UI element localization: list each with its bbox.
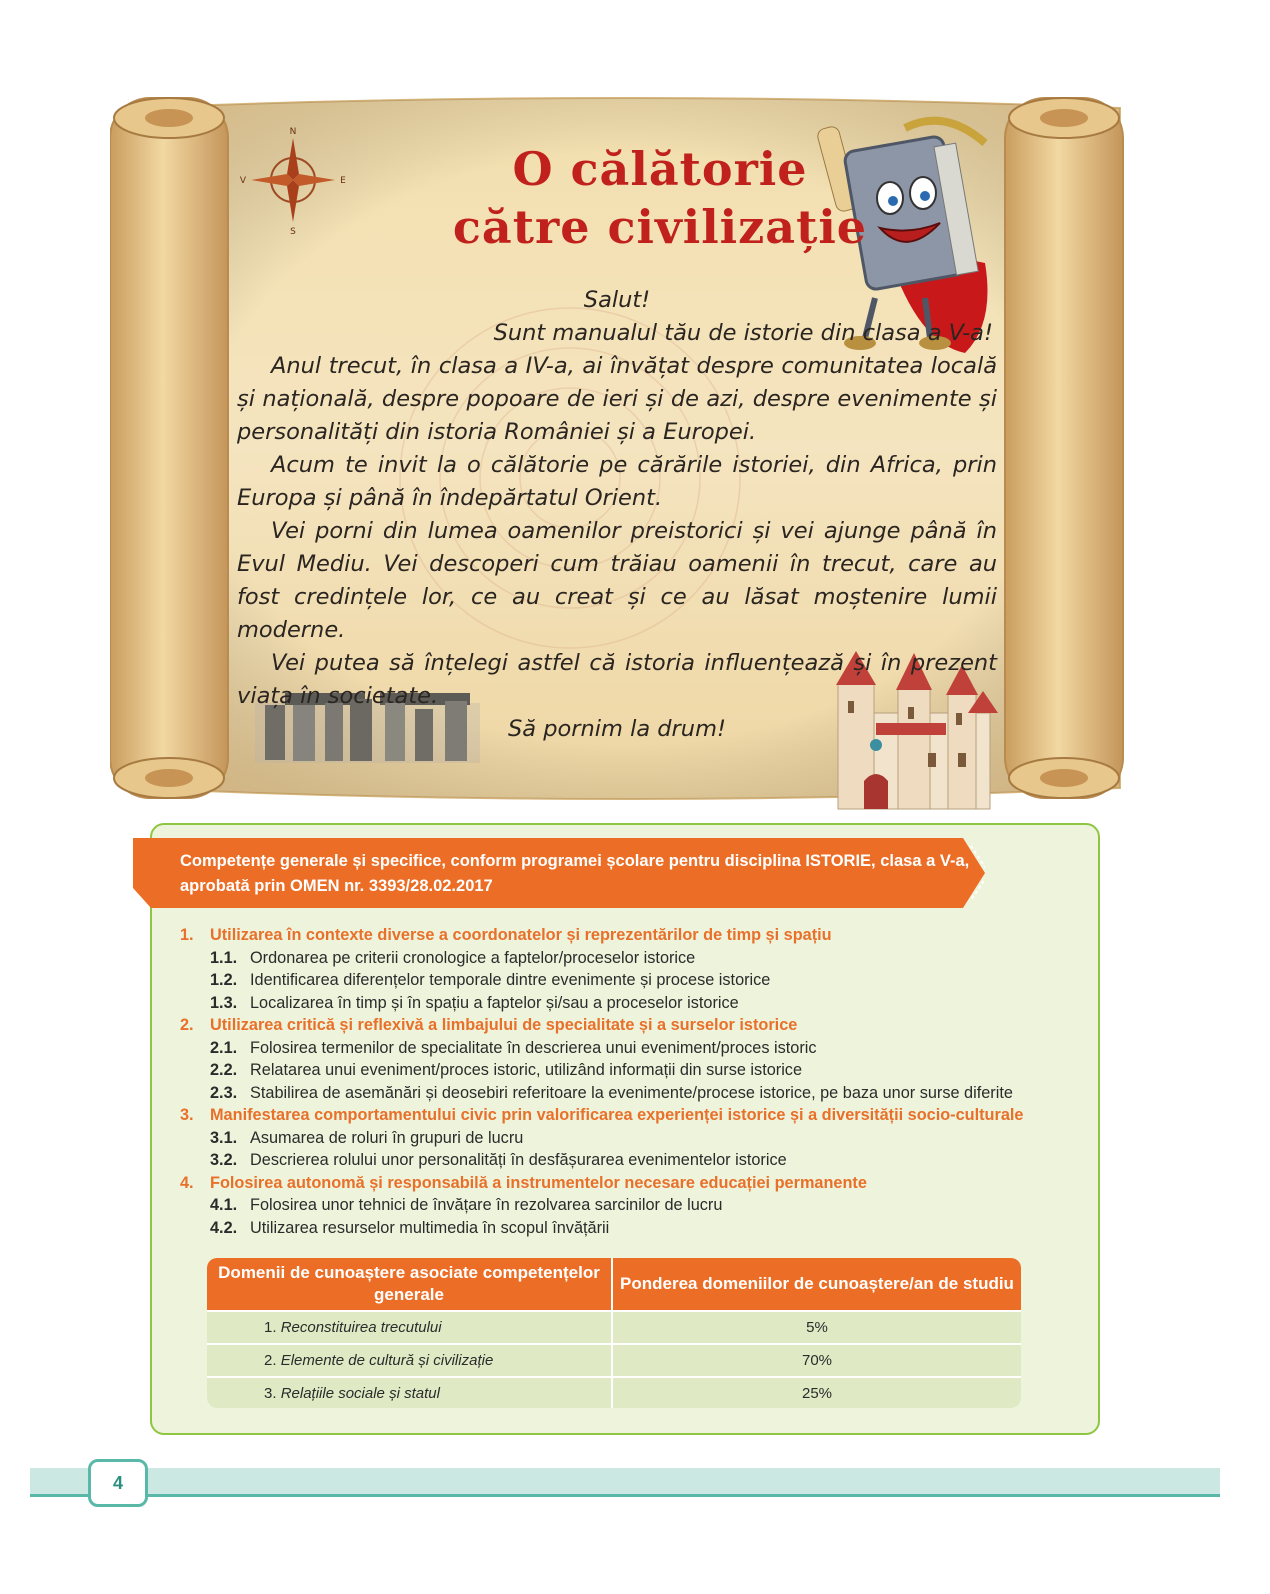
specific-competence-number: 1.1. [210,948,238,967]
specific-competence-text: Localizarea în timp și în spațiu a faptelor și/sau a proceselor istorice [250,993,739,1012]
specific-competence-number: 2.2. [210,1061,238,1079]
specific-competence [180,947,1080,970]
row-weight: 70% [801,1352,833,1369]
specific-competence [180,992,1080,1015]
general-competence-text: Utilizarea critică și reflexivă a limbajului de specialitate și a surselor istorice [210,1016,798,1034]
general-competence [180,1014,1080,1037]
row-domain: Elemente de cultură și civilizație [280,1352,494,1369]
specific-competence-text: Descrierea rolului unor personalități în desfășurarea evenimentelor istorice [250,1151,787,1169]
table-row [207,1345,1021,1376]
general-competence-text: Manifestarea comportamentului civic prin valorificarea experienței istorice și a diversității socio-culturale [210,1106,1024,1124]
row-domain: Reconstituirea trecutului [280,1319,442,1336]
specific-competence-text: Folosirea termenilor de specialitate în descrierea unui eveniment/proces istoric [250,1038,817,1057]
specific-competence-text: Relatarea unui eveniment/proces istoric, utilizând informații din surse istorice [250,1061,803,1079]
specific-competence-number: 3.2. [210,1151,238,1169]
table-row [207,1378,1021,1408]
general-competence [180,1172,1080,1195]
compass-w: V [239,176,247,186]
row-weight: 25% [801,1385,833,1402]
specific-competence [180,969,1080,992]
specific-competence-text: Folosirea unor tehnici de învățare în rezolvarea sarcinilor de lucru [250,1196,723,1214]
letter-paragraph-2: Acum te invit la o călătorie pe cărările istoriei, din Africa, prin Europa și până în îndepărtatul Orient. [237,452,997,511]
general-competence-number: 1. [180,926,194,944]
table-column-divider [611,1258,613,1408]
welcome-scroll [110,88,1140,813]
general-competence-number: 4. [180,1173,194,1192]
greeting-intro: Sunt manualul tău de istorie din clasa a V-a! [493,320,993,346]
welcome-letter [237,284,997,746]
general-competence-text: Utilizarea în contexte diverse a coordonatelor și reprezentărilor de timp și spațiu [210,926,832,944]
general-competence [180,1104,1080,1127]
compass-n: N [289,127,297,137]
general-competence-number: 2. [180,1016,194,1034]
greeting: Salut! [583,287,651,313]
row-weight: 5% [806,1319,828,1336]
row-number: 3. [264,1385,277,1402]
compass-e: E [340,176,346,186]
scroll-title-line2: către civilizație [452,200,868,254]
specific-competence [180,1037,1080,1060]
specific-competence-text: Ordonarea pe criterii cronologice a faptelor/proceselor istorice [250,948,696,967]
row-number: 2. [264,1352,277,1369]
general-competence-text: Folosirea autonomă și responsabilă a instrumentelor necesare educației permanente [210,1173,867,1192]
row-domain: Relațiile sociale și statul [280,1385,440,1402]
letter-paragraph-3: Vei porni din lumea oamenilor preistorici și vei ajunge până în Evul Mediu. Vei descoperi cum trăiau oamenii în trecut, care au fost credințele lor, ce au creat și ce au lăsat moștenire lumii moderne. [237,518,997,643]
general-competence-number: 3. [180,1106,194,1124]
table-header [207,1258,1021,1310]
specific-competence-text: Identificarea diferențelor temporale dintre evenimente și procese istorice [250,971,771,989]
knowledge-domains-table [207,1258,1021,1408]
specific-competence-number: 2.1. [210,1038,238,1057]
specific-competence [180,1059,1080,1082]
specific-competence [180,1217,1080,1240]
specific-competence-text: Utilizarea resurselor multimedia în scopul învățării [250,1218,610,1237]
specific-competence-number: 3.1. [210,1128,238,1147]
letter-paragraph-1: Anul trecut, în clasa a IV-a, ai învățat despre comunitatea locală și națională, despre popoare de ieri și de azi, despre evenimente și personalități din istoria României și a Europei. [237,353,997,445]
compass-s: S [290,227,296,237]
page-number: 4 [88,1459,148,1507]
general-competence [180,924,1080,947]
footer-line [30,1494,1220,1497]
specific-competence-text: Asumarea de roluri în grupuri de lucru [250,1128,524,1147]
letter-closing: Să pornim la drum! [507,716,727,742]
specific-competence-number: 4.2. [210,1218,238,1237]
specific-competence-number: 1.2. [210,971,238,989]
table-header-weight: Ponderea domeniilor de cunoaștere/an de studiu [620,1274,1014,1293]
specific-competence [180,1149,1080,1172]
specific-competence-number: 2.3. [210,1083,238,1102]
row-number: 1. [264,1319,277,1336]
competences-list [180,924,1080,1239]
specific-competence-text: Stabilirea de asemănări și deosebiri referitoare la evenimente/procese istorice, pe baza unor surse diferite [250,1083,1013,1102]
specific-competence-number: 4.1. [210,1196,238,1214]
scroll-title-line1: O călătorie [512,142,808,196]
letter-paragraph-4: Vei putea să înțelegi astfel că istoria influențează și în prezent viața în societate. [237,650,997,709]
specific-competence [180,1194,1080,1217]
table-row [207,1312,1021,1343]
footer-bar [30,1468,1220,1494]
competences-banner-text: Competențe generale și specifice, conform programei școlare pentru disciplina ISTORIE, clasa a V-a, aprobată prin OMEN nr. 3393/28.02.2017 [180,852,970,895]
specific-competence-number: 1.3. [210,993,238,1012]
specific-competence [180,1127,1080,1150]
specific-competence [180,1082,1080,1105]
table-header-domains: Domenii de cunoaștere asociate competențelor generale [218,1263,600,1304]
